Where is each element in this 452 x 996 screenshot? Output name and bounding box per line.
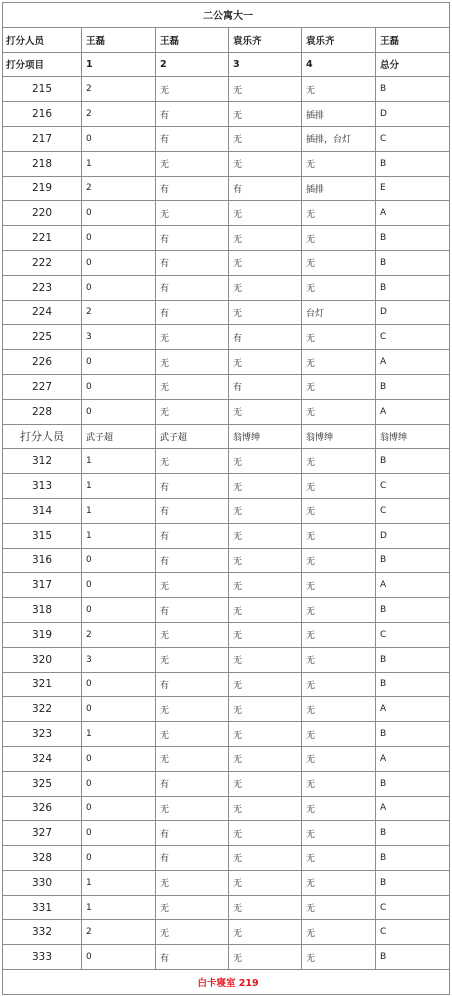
item4-score: 无 (302, 399, 376, 424)
table-row (3, 945, 450, 970)
item-number: 3 (229, 52, 302, 77)
item2-score: 有 (156, 548, 229, 573)
item3-score: 无 (229, 870, 302, 895)
room-number: 326 (3, 796, 82, 821)
item1-score: 0 (82, 226, 156, 251)
item1-score: 0 (82, 201, 156, 226)
room-number: 219 (3, 176, 82, 201)
item2-score: 有 (156, 474, 229, 499)
item1-score: 2 (82, 77, 156, 102)
item2-score: 有 (156, 250, 229, 275)
item4-score: 无 (302, 201, 376, 226)
item2-score: 无 (156, 746, 229, 771)
scorer-name: 翁博绅 (302, 424, 376, 449)
item3-score: 无 (229, 598, 302, 623)
item1-score: 2 (82, 920, 156, 945)
room-number: 327 (3, 821, 82, 846)
room-number: 218 (3, 151, 82, 176)
room-number: 324 (3, 746, 82, 771)
item4-score: 无 (302, 870, 376, 895)
item3-score: 无 (229, 126, 302, 151)
room-number: 320 (3, 647, 82, 672)
item1-score: 0 (82, 250, 156, 275)
room-number: 330 (3, 870, 82, 895)
item4-score: 无 (302, 498, 376, 523)
total-grade: A (376, 399, 450, 424)
table-row (3, 325, 450, 350)
total-grade: B (376, 722, 450, 747)
item1-score: 0 (82, 746, 156, 771)
item1-score: 1 (82, 870, 156, 895)
item2-score: 有 (156, 846, 229, 871)
total-grade: D (376, 300, 450, 325)
room-number: 224 (3, 300, 82, 325)
total-grade: B (376, 945, 450, 970)
scorer-name: 王磊 (376, 27, 450, 52)
total-grade: B (376, 226, 450, 251)
total-grade: B (376, 374, 450, 399)
item3-score: 无 (229, 746, 302, 771)
item1-score: 1 (82, 498, 156, 523)
total-grade: C (376, 895, 450, 920)
item3-score: 无 (229, 796, 302, 821)
item4-score: 无 (302, 895, 376, 920)
total-grade: E (376, 176, 450, 201)
room-number: 312 (3, 449, 82, 474)
total-grade: B (376, 598, 450, 623)
item3-score: 无 (229, 920, 302, 945)
item3-score: 无 (229, 573, 302, 598)
table-row (3, 870, 450, 895)
item3-score: 无 (229, 846, 302, 871)
room-number: 328 (3, 846, 82, 871)
room-number: 226 (3, 350, 82, 375)
item2-score: 无 (156, 325, 229, 350)
item4-score: 插排 (302, 102, 376, 127)
item1-score: 1 (82, 722, 156, 747)
item4-score: 无 (302, 325, 376, 350)
item2-score: 有 (156, 821, 229, 846)
room-number: 227 (3, 374, 82, 399)
item4-score: 无 (302, 647, 376, 672)
table-row (3, 449, 450, 474)
total-grade: A (376, 350, 450, 375)
total-grade: B (376, 449, 450, 474)
scorer-name: 袁乐齐 (229, 27, 302, 52)
table-row (3, 275, 450, 300)
item1-score: 2 (82, 622, 156, 647)
room-number: 216 (3, 102, 82, 127)
total-grade: B (376, 672, 450, 697)
table-row (3, 350, 450, 375)
table-row (3, 300, 450, 325)
item1-score: 2 (82, 300, 156, 325)
total-grade: C (376, 325, 450, 350)
footer-row (3, 970, 450, 995)
total-grade: B (376, 771, 450, 796)
table-row (3, 374, 450, 399)
table-row (3, 722, 450, 747)
table-row (3, 474, 450, 499)
table-row (3, 77, 450, 102)
item4-score: 无 (302, 771, 376, 796)
total-grade: A (376, 573, 450, 598)
total-grade: C (376, 474, 450, 499)
table-row (3, 226, 450, 251)
table-row (3, 846, 450, 871)
item4-score: 无 (302, 746, 376, 771)
item3-score: 无 (229, 201, 302, 226)
room-number: 315 (3, 523, 82, 548)
scorers-label: 打分人员 (3, 27, 82, 52)
total-grade: A (376, 201, 450, 226)
room-number: 322 (3, 697, 82, 722)
item1-score: 0 (82, 672, 156, 697)
items-label: 打分项目 (3, 52, 82, 77)
item-number: 1 (82, 52, 156, 77)
item1-score: 0 (82, 771, 156, 796)
item1-score: 1 (82, 895, 156, 920)
item3-score: 无 (229, 102, 302, 127)
item2-score: 有 (156, 300, 229, 325)
table-row (3, 250, 450, 275)
item1-score: 1 (82, 151, 156, 176)
item4-score: 无 (302, 796, 376, 821)
total-grade: B (376, 870, 450, 895)
table-row (3, 176, 450, 201)
table-row (3, 746, 450, 771)
item1-score: 2 (82, 176, 156, 201)
room-number: 333 (3, 945, 82, 970)
item4-score: 插排 (302, 176, 376, 201)
item3-score: 有 (229, 176, 302, 201)
item4-score: 无 (302, 523, 376, 548)
item4-score: 无 (302, 920, 376, 945)
item4-score: 无 (302, 151, 376, 176)
item1-score: 0 (82, 548, 156, 573)
item3-score: 无 (229, 350, 302, 375)
scorer-name: 武子超 (82, 424, 156, 449)
room-number: 331 (3, 895, 82, 920)
item1-score: 3 (82, 647, 156, 672)
item3-score: 无 (229, 498, 302, 523)
table-row (3, 399, 450, 424)
table-row (3, 697, 450, 722)
item2-score: 有 (156, 126, 229, 151)
table-row (3, 151, 450, 176)
item3-score: 无 (229, 697, 302, 722)
total-grade: A (376, 746, 450, 771)
item3-score: 无 (229, 449, 302, 474)
item2-score: 无 (156, 374, 229, 399)
item2-score: 无 (156, 201, 229, 226)
table-row (3, 622, 450, 647)
item2-score: 无 (156, 647, 229, 672)
room-number: 223 (3, 275, 82, 300)
item1-score: 1 (82, 449, 156, 474)
item2-score: 有 (156, 598, 229, 623)
table-row (3, 647, 450, 672)
item1-score: 1 (82, 474, 156, 499)
room-number: 228 (3, 399, 82, 424)
item2-score: 有 (156, 523, 229, 548)
item2-score: 无 (156, 77, 229, 102)
total-grade: C (376, 920, 450, 945)
item1-score: 0 (82, 945, 156, 970)
scorers-header-row (3, 27, 450, 52)
table-row (3, 895, 450, 920)
room-number: 317 (3, 573, 82, 598)
item3-score: 有 (229, 325, 302, 350)
item3-score: 无 (229, 821, 302, 846)
item3-score: 无 (229, 672, 302, 697)
item1-score: 0 (82, 126, 156, 151)
table-row (3, 102, 450, 127)
total-grade: A (376, 697, 450, 722)
total-grade: B (376, 275, 450, 300)
dorm-score-table (2, 2, 450, 995)
item1-score: 0 (82, 275, 156, 300)
item3-score: 无 (229, 474, 302, 499)
item3-score: 无 (229, 895, 302, 920)
scorer-name: 翁博绅 (229, 424, 302, 449)
table-row (3, 126, 450, 151)
table-row (3, 548, 450, 573)
room-number: 220 (3, 201, 82, 226)
table-row (3, 498, 450, 523)
item3-score: 无 (229, 77, 302, 102)
item2-score: 无 (156, 722, 229, 747)
total-grade: D (376, 523, 450, 548)
table-title: 二公寓大一 (3, 3, 450, 28)
scorer-name: 翁博绅 (376, 424, 450, 449)
total-grade: B (376, 548, 450, 573)
item1-score: 0 (82, 399, 156, 424)
room-number: 314 (3, 498, 82, 523)
subheader-row (3, 424, 450, 449)
item4-score: 无 (302, 622, 376, 647)
room-number: 319 (3, 622, 82, 647)
room-number: 318 (3, 598, 82, 623)
item3-score: 无 (229, 250, 302, 275)
item2-score: 无 (156, 796, 229, 821)
total-grade: B (376, 647, 450, 672)
item2-score: 无 (156, 350, 229, 375)
item-number: 2 (156, 52, 229, 77)
title-row (3, 3, 450, 28)
item1-score: 0 (82, 350, 156, 375)
room-number: 221 (3, 226, 82, 251)
room-number: 222 (3, 250, 82, 275)
table-row (3, 920, 450, 945)
item4-score: 无 (302, 697, 376, 722)
item2-score: 无 (156, 870, 229, 895)
item4-score: 无 (302, 548, 376, 573)
item1-score: 1 (82, 523, 156, 548)
item4-score: 无 (302, 449, 376, 474)
room-number: 325 (3, 771, 82, 796)
total-grade: B (376, 151, 450, 176)
total-grade: A (376, 796, 450, 821)
item1-score: 0 (82, 796, 156, 821)
table-row (3, 672, 450, 697)
item2-score: 有 (156, 275, 229, 300)
item4-score: 无 (302, 226, 376, 251)
item4-score: 台灯 (302, 300, 376, 325)
item1-score: 2 (82, 102, 156, 127)
item1-score: 0 (82, 697, 156, 722)
room-number: 323 (3, 722, 82, 747)
footer-note: 白卡寝室 219 (3, 970, 450, 995)
total-grade: C (376, 498, 450, 523)
item4-score: 无 (302, 672, 376, 697)
total-grade: B (376, 821, 450, 846)
item4-score: 无 (302, 77, 376, 102)
subheader-label: 打分人员 (3, 424, 82, 449)
item1-score: 3 (82, 325, 156, 350)
total-grade: C (376, 622, 450, 647)
total-grade: B (376, 77, 450, 102)
item2-score: 有 (156, 771, 229, 796)
room-number: 225 (3, 325, 82, 350)
item3-score: 无 (229, 523, 302, 548)
table-row (3, 598, 450, 623)
item3-score: 无 (229, 945, 302, 970)
item4-score: 无 (302, 350, 376, 375)
item3-score: 无 (229, 275, 302, 300)
item4-score: 无 (302, 722, 376, 747)
item2-score: 有 (156, 226, 229, 251)
item1-score: 0 (82, 821, 156, 846)
room-number: 215 (3, 77, 82, 102)
item2-score: 有 (156, 102, 229, 127)
room-number: 332 (3, 920, 82, 945)
total-grade: B (376, 250, 450, 275)
item4-score: 无 (302, 846, 376, 871)
item1-score: 0 (82, 598, 156, 623)
total-grade: B (376, 846, 450, 871)
scorer-name: 王磊 (82, 27, 156, 52)
item3-score: 无 (229, 771, 302, 796)
total-grade: D (376, 102, 450, 127)
item2-score: 无 (156, 895, 229, 920)
total-score-label: 总分 (376, 52, 450, 77)
item2-score: 有 (156, 498, 229, 523)
scorer-name: 袁乐齐 (302, 27, 376, 52)
table-row (3, 573, 450, 598)
room-number: 316 (3, 548, 82, 573)
item2-score: 无 (156, 697, 229, 722)
item4-score: 无 (302, 598, 376, 623)
item3-score: 无 (229, 548, 302, 573)
item2-score: 无 (156, 622, 229, 647)
item2-score: 有 (156, 176, 229, 201)
item1-score: 0 (82, 846, 156, 871)
item3-score: 有 (229, 374, 302, 399)
table-row (3, 523, 450, 548)
item4-score: 无 (302, 250, 376, 275)
item3-score: 无 (229, 622, 302, 647)
table-row (3, 201, 450, 226)
room-number: 321 (3, 672, 82, 697)
item4-score: 无 (302, 573, 376, 598)
item2-score: 无 (156, 573, 229, 598)
item4-score: 插排，台灯 (302, 126, 376, 151)
item3-score: 无 (229, 300, 302, 325)
item3-score: 无 (229, 226, 302, 251)
items-header-row (3, 52, 450, 77)
total-grade: C (376, 126, 450, 151)
item4-score: 无 (302, 821, 376, 846)
item4-score: 无 (302, 945, 376, 970)
item-number: 4 (302, 52, 376, 77)
scorer-name: 武子超 (156, 424, 229, 449)
item2-score: 无 (156, 399, 229, 424)
item2-score: 有 (156, 945, 229, 970)
item3-score: 无 (229, 151, 302, 176)
item3-score: 无 (229, 647, 302, 672)
room-number: 217 (3, 126, 82, 151)
item2-score: 无 (156, 151, 229, 176)
item2-score: 有 (156, 672, 229, 697)
item2-score: 无 (156, 920, 229, 945)
item4-score: 无 (302, 474, 376, 499)
item4-score: 无 (302, 275, 376, 300)
item1-score: 0 (82, 374, 156, 399)
table-row (3, 821, 450, 846)
item3-score: 无 (229, 722, 302, 747)
item3-score: 无 (229, 399, 302, 424)
table-row (3, 796, 450, 821)
score-table-body (3, 3, 450, 995)
table-row (3, 771, 450, 796)
scorer-name: 王磊 (156, 27, 229, 52)
item4-score: 无 (302, 374, 376, 399)
item1-score: 0 (82, 573, 156, 598)
item2-score: 无 (156, 449, 229, 474)
room-number: 313 (3, 474, 82, 499)
